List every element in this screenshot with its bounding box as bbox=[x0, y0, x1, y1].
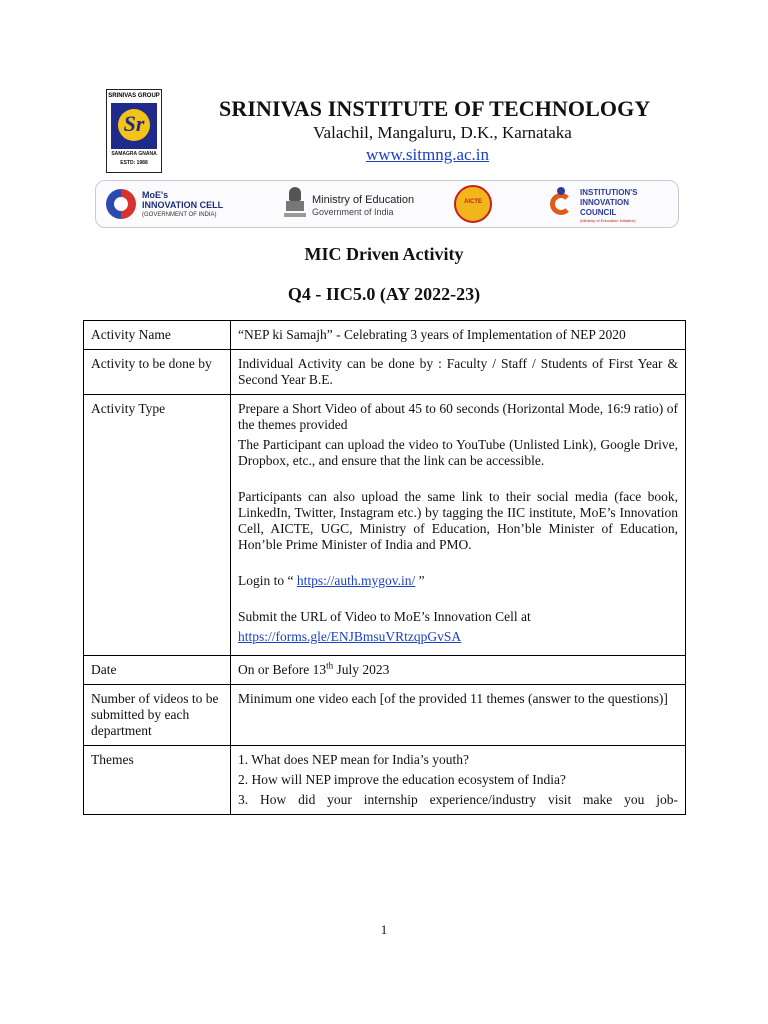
cell-value bbox=[231, 746, 686, 815]
logo-top-text: SRINIVAS GROUP bbox=[107, 90, 161, 102]
type-paragraph-3: Participants can also upload the same link to their social media (face book, LinkedIn, Twitter, Instagram etc.) by tagging the IIC institute, MoE’s Innovation Cell, AICTE, UGC, Ministry of Education, Hon’ble Minister of Education, Hon’ble Prime Minister of India and PMO. bbox=[238, 489, 678, 552]
aicte-logo bbox=[454, 185, 492, 223]
submit-link-line bbox=[238, 629, 678, 645]
date-ordinal: th bbox=[326, 660, 334, 671]
ministry-logo-title: Ministry of Education bbox=[312, 194, 415, 206]
type-paragraph-2: The Participant can upload the video to YouTube (Unlisted Link), Google Drive, Dropbox, etc., and ensure that the link can be accessible. bbox=[238, 437, 678, 468]
table-row-date bbox=[84, 656, 686, 685]
cell-value: “NEP ki Samajh” - Celebrating 3 years of Implementation of NEP 2020 bbox=[231, 321, 686, 350]
iic-mark-icon bbox=[548, 187, 574, 221]
cell-value bbox=[231, 656, 686, 685]
page-number: 1 bbox=[380, 922, 388, 937]
iic-logo-line2: INNOVATION bbox=[580, 198, 630, 207]
logo-monogram: Sr bbox=[123, 111, 145, 136]
login-prefix: Login to “ bbox=[238, 573, 297, 588]
ministry-of-education-logo bbox=[284, 187, 424, 223]
activity-details-table bbox=[83, 320, 686, 815]
type-paragraph-1: Prepare a Short Video of about 45 to 60 seconds (Horizontal Mode, 16:9 ratio) of the themes provided bbox=[238, 401, 678, 432]
theme-item: 3. How did your internship experience/industry visit make you job- bbox=[238, 792, 678, 807]
table-row-activity-type bbox=[84, 395, 686, 656]
institute-name: SRINIVAS INSTITUTE OF TECHNOLOGY bbox=[219, 96, 651, 121]
logo-motto: SAMAGRA GNANA bbox=[111, 151, 157, 157]
iic-logo-subtext: (Ministry of Education Initiative) bbox=[580, 218, 636, 223]
moe-logo-line1: MoE's bbox=[142, 190, 169, 200]
partner-logos-banner bbox=[95, 180, 679, 228]
cell-label: Number of videos to be submitted by each department bbox=[84, 685, 231, 746]
table-row-activity-name bbox=[84, 321, 686, 350]
moe-logo-subtext: (GOVERNMENT OF INDIA) bbox=[142, 212, 217, 218]
table-row-videos bbox=[84, 685, 686, 746]
iic-logo bbox=[548, 185, 678, 225]
moe-logo-line2: INNOVATION CELL bbox=[142, 200, 224, 210]
moe-innovation-cell-logo bbox=[106, 187, 256, 223]
iic-logo-line3: COUNCIL bbox=[580, 208, 617, 217]
moe-logo-text bbox=[142, 190, 223, 210]
aicte-logo-text: AICTE bbox=[464, 199, 482, 205]
document-subtitle: Q4 - IIC5.0 (AY 2022-23) bbox=[287, 284, 481, 304]
document-title: MIC Driven Activity bbox=[304, 244, 464, 264]
logo-estd: ESTD: 1988 bbox=[120, 160, 148, 166]
iic-logo-line1: INSTITUTION'S bbox=[580, 188, 638, 197]
table-row-done-by bbox=[84, 350, 686, 395]
date-text: On or Before 13 bbox=[238, 662, 327, 677]
cell-label: Activity to be done by bbox=[84, 350, 231, 395]
national-emblem-icon bbox=[284, 187, 306, 221]
cell-value: Individual Activity can be done by : Faculty / Staff / Students of First Year & Second Year B.E. bbox=[231, 350, 686, 395]
cell-label: Themes bbox=[84, 746, 231, 815]
login-suffix: ” bbox=[415, 573, 425, 588]
theme-item: 1. What does NEP mean for India’s youth? bbox=[238, 752, 469, 767]
institute-address: Valachil, Mangaluru, D.K., Karnataka bbox=[313, 123, 572, 142]
cell-value: Minimum one video each [of the provided 11 themes (answer to the questions)] bbox=[231, 685, 686, 746]
table-row-themes bbox=[84, 746, 686, 815]
institute-website-link[interactable]: www.sitmng.ac.in bbox=[365, 145, 490, 164]
mygov-login-link[interactable]: https://auth.mygov.in/ bbox=[296, 573, 416, 588]
cell-value bbox=[231, 395, 686, 656]
login-line bbox=[238, 573, 678, 589]
date-month-year: July 2023 bbox=[333, 662, 390, 677]
gear-brain-icon bbox=[106, 189, 136, 219]
ministry-logo-subtitle: Government of India bbox=[312, 207, 394, 217]
cell-label: Activity Type bbox=[84, 395, 231, 656]
submission-form-link[interactable]: https://forms.gle/ENJBmsuVRtzqpGvSA bbox=[238, 629, 462, 644]
submit-text: Submit the URL of Video to MoE’s Innovation Cell at bbox=[238, 609, 531, 624]
iic-logo-text bbox=[580, 188, 637, 218]
cell-label: Activity Name bbox=[84, 321, 231, 350]
theme-item: 2. How will NEP improve the education ecosystem of India? bbox=[238, 772, 566, 787]
document-header bbox=[0, 0, 768, 180]
cell-label: Date bbox=[84, 656, 231, 685]
